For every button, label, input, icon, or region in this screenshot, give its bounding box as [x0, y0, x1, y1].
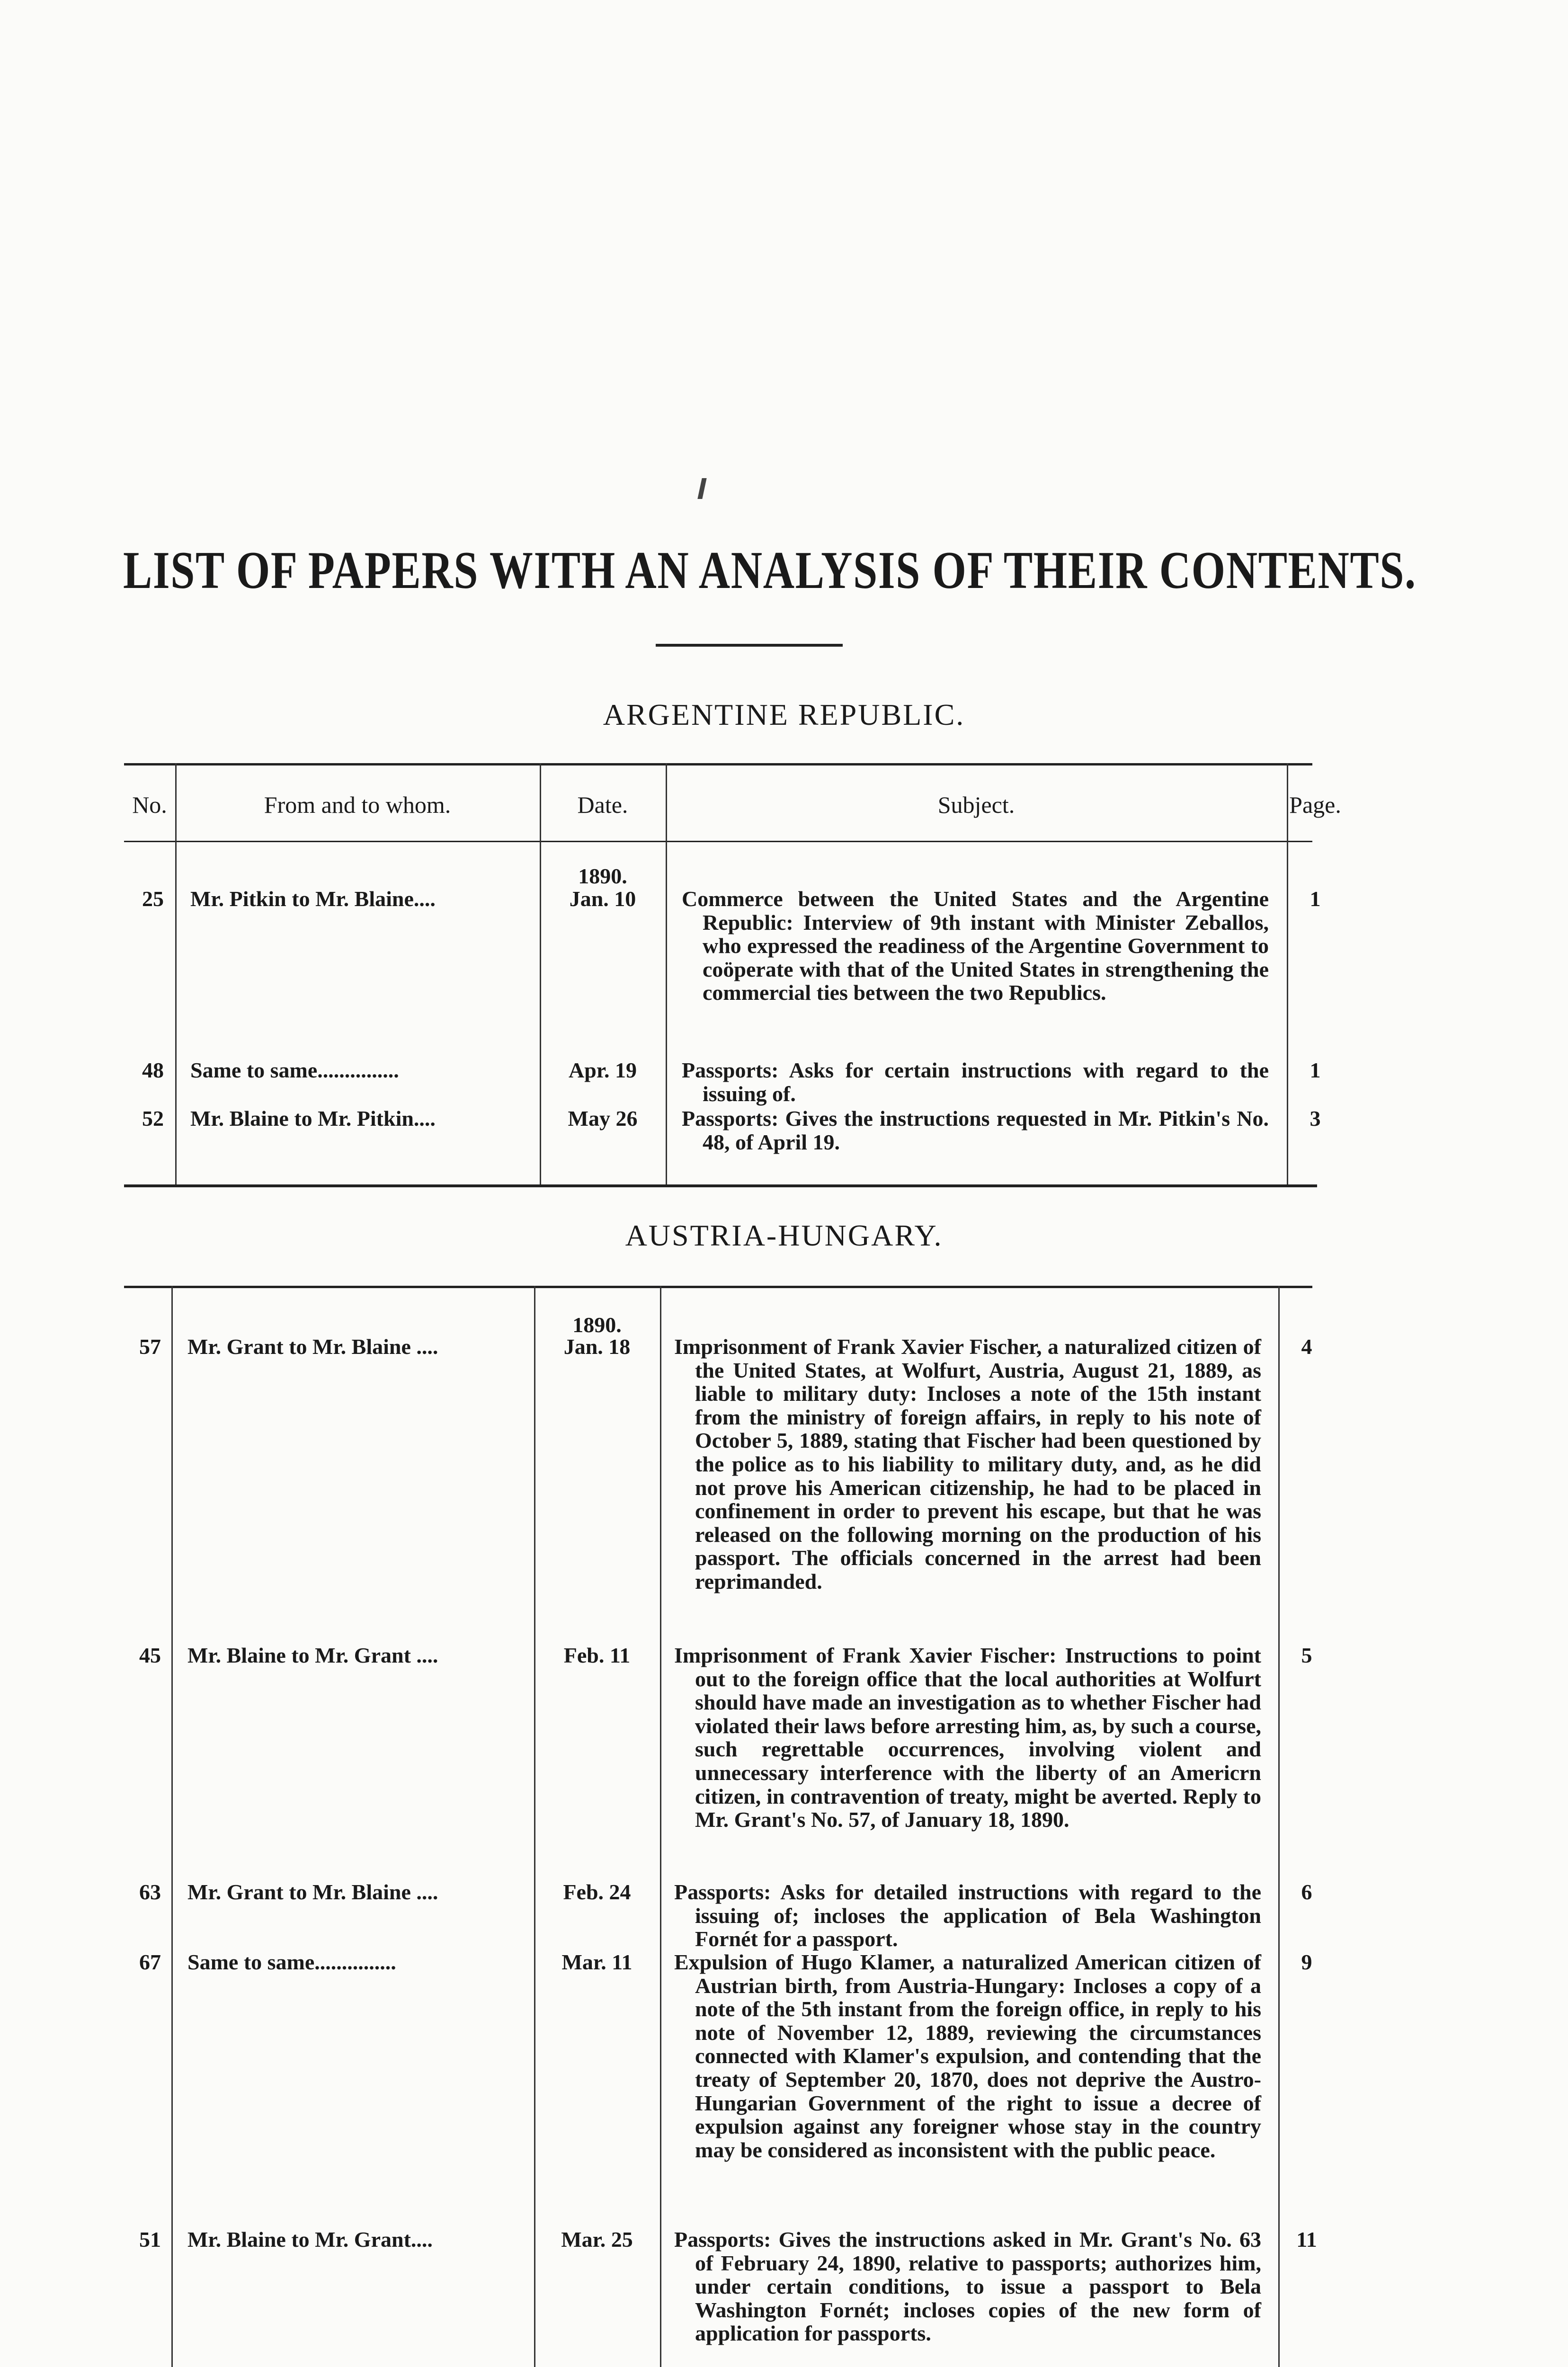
section-heading-austria: AUSTRIA-HUNGARY. [625, 1219, 943, 1252]
row-subject [682, 1059, 1269, 1105]
row-date: Jan. 18 [563, 1335, 631, 1359]
row-subject [674, 2228, 1261, 2345]
row-no: 51 [139, 2227, 161, 2251]
row-date: Mar. 25 [561, 2227, 633, 2251]
row-subject-text: Passports: Asks for certain instructions with regard to the issuing of. [682, 1058, 1269, 1106]
row-from: Same to same............... [187, 1950, 396, 1974]
title-rule [656, 644, 843, 647]
austria-table [124, 1286, 1317, 2367]
col-divider [534, 1286, 535, 2367]
row-no: 57 [139, 1335, 161, 1359]
row-no: 48 [142, 1058, 164, 1082]
col-divider [540, 763, 541, 1185]
col-header-no: No. [132, 792, 167, 818]
row-page: 9 [1301, 1950, 1312, 1974]
row-from: Mr. Grant to Mr. Blaine .... [187, 1880, 438, 1904]
row-subject-text: Commerce between the United States and the Argentine Republic: Interview of 9th instant with Minister Zeballos, who expressed the readiness of the Argentine Government to coöperate with that of the United States in strengthening the commercial ties between the two Republics. [682, 887, 1269, 1005]
row-subject [682, 887, 1269, 1005]
row-subject [674, 1335, 1261, 1593]
row-no: 63 [139, 1880, 161, 1904]
row-subject-text: Imprisonment of Frank Xavier Fischer: Instructions to point out to the foreign office that the local authorities at Wolfurt should have made an investigation as to whether Fischer had violated their laws before arresting him, as, by such a course, such regrettable occurrences, involving violent and unnecessary interference with the liberty of an Americrn citizen, in contravention of treaty, might be averted. Reply to Mr. Grant's No. 57, of January 18, 1890. [674, 1643, 1261, 1832]
row-date: Apr. 19 [569, 1058, 637, 1082]
row-page: 4 [1301, 1335, 1312, 1359]
row-date: Feb. 11 [563, 1643, 631, 1667]
row-subject-text: Passports: Gives the instructions requested in Mr. Pitkin's No. 48, of April 19. [682, 1106, 1269, 1154]
row-subject-text: Passports: Asks for detailed instructions with regard to the issuing of; incloses the application of Bela Washington Fornét for a passport. [674, 1880, 1261, 1951]
row-from: Mr. Blaine to Mr. Grant.... [187, 2228, 433, 2251]
row-from: Mr. Blaine to Mr. Grant .... [187, 1644, 438, 1667]
row-date: Feb. 24 [563, 1880, 631, 1904]
row-no: 67 [139, 1950, 161, 1974]
row-subject-text: Expulsion of Hugo Klamer, a naturalized American citizen of Austrian birth, from Austria-Hungary: Incloses a copy of a note of the 5th instant from the foreign office, in reply to his note of November 12, 1889, reviewing the circumstances connected with Klamer's expulsion, and contending that the treaty of September 20, 1870, does not deprive the Austro-Hungarian Government of the right to issue a decree of expulsion against any foreigner whose stay in the country may be considered as inconsistent with the public peace. [674, 1950, 1261, 2162]
row-no: 25 [142, 887, 164, 911]
col-divider [1278, 1286, 1280, 2367]
row-from: Same to same............... [190, 1059, 399, 1082]
row-page: 5 [1301, 1643, 1312, 1667]
col-divider [175, 763, 177, 1185]
argentine-table [124, 763, 1341, 1185]
row-date: May 26 [568, 1106, 638, 1130]
col-divider [171, 1286, 173, 2367]
row-page: 6 [1301, 1880, 1312, 1904]
row-subject [674, 1880, 1261, 1951]
table-bottom-rule [124, 1184, 1317, 1187]
section-heading-argentine: ARGENTINE REPUBLIC. [603, 698, 965, 731]
row-subject [674, 1950, 1261, 2162]
row-from: Mr. Grant to Mr. Blaine .... [187, 1335, 438, 1359]
row-no: 45 [139, 1643, 161, 1667]
col-header-page: Page. [1289, 792, 1341, 818]
row-from: Mr. Blaine to Mr. Pitkin.... [190, 1107, 436, 1130]
page-title: LIST OF PAPERS WITH AN ANALYSIS OF THEIR CONTENTS. [123, 541, 1417, 600]
col-header-from: From and to whom. [264, 792, 451, 818]
row-no: 52 [142, 1106, 164, 1130]
row-page: 11 [1296, 2227, 1317, 2251]
row-subject [674, 1644, 1261, 1832]
row-page: 1 [1310, 1058, 1321, 1082]
row-date: Mar. 11 [561, 1950, 633, 1974]
year-label: 1890. [578, 864, 627, 888]
row-subject-text: Passports: Gives the instructions asked in Mr. Grant's No. 63 of February 24, 1890, relative to passports; authorizes him, under certain conditions, to issue a passport to Bela Washington Fornét; incloses copies of the new form of application for passports. [674, 2227, 1261, 2346]
col-header-subject: Subject. [937, 792, 1015, 818]
row-subject [682, 1107, 1269, 1154]
row-subject-text: Imprisonment of Frank Xavier Fischer, a naturalized citizen of the United States, at Wolfurt, Austria, August 21, 1889, as liable to military duty: Incloses a note of the 15th instant from the ministry of foreign affairs, in reply to his note of October 5, 1889, stating that Fischer had been questioned by the police as to his liability to military duty, and, as he did not prove his American citizenship, he had to be placed in confinement in order to prevent his escape, but that he was released on the following morning on the production of his passport. The officials concerned in the arrest had been reprimanded. [674, 1335, 1261, 1593]
row-from: Mr. Pitkin to Mr. Blaine.... [190, 887, 436, 911]
col-divider [660, 1286, 661, 2367]
row-page: 3 [1310, 1106, 1321, 1130]
year-label: 1890. [572, 1313, 622, 1337]
col-header-date: Date. [577, 792, 628, 818]
col-divider [666, 763, 667, 1185]
stray-mark [697, 478, 706, 499]
row-date: Jan. 10 [569, 887, 636, 911]
row-page: 1 [1310, 887, 1321, 911]
